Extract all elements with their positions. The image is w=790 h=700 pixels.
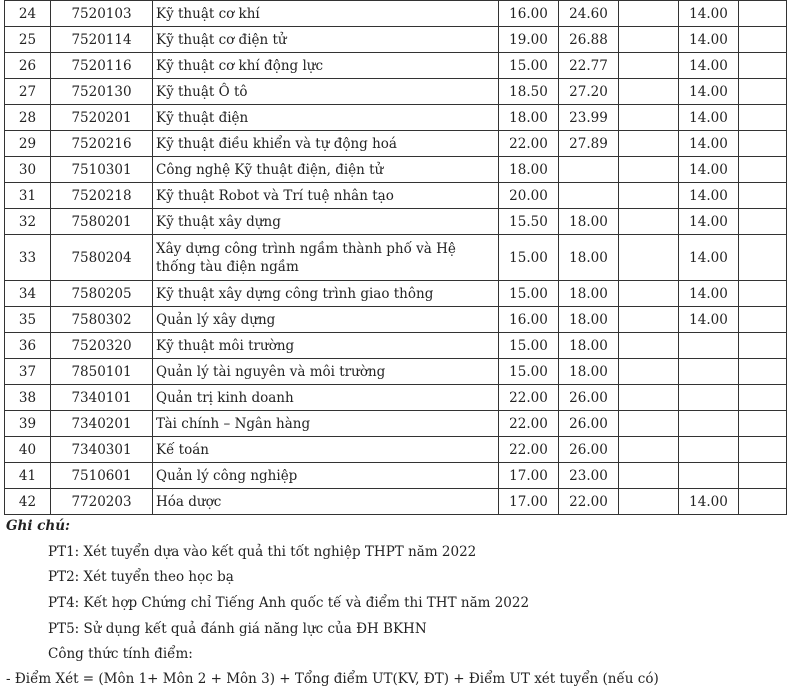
table-row — [5, 385, 787, 411]
pt4-score-cell — [619, 27, 679, 53]
major-name-cell: Tài chính – Ngân hàng — [153, 411, 499, 437]
row-number-cell: 26 — [5, 53, 51, 79]
pt1-score-cell: 17.00 — [499, 489, 559, 515]
admission-score-table — [4, 0, 787, 515]
row-number-cell: 28 — [5, 105, 51, 131]
empty-cell — [739, 235, 787, 281]
row-number-cell: 32 — [5, 209, 51, 235]
major-code-cell: 7580205 — [51, 281, 153, 307]
row-number-cell: 38 — [5, 385, 51, 411]
pt2-score-cell: 26.88 — [559, 27, 619, 53]
table-row — [5, 27, 787, 53]
major-code-cell: 7520130 — [51, 79, 153, 105]
row-number-cell: 29 — [5, 131, 51, 157]
empty-cell — [739, 79, 787, 105]
pt1-score-cell: 22.00 — [499, 411, 559, 437]
major-name-cell: Quản trị kinh doanh — [153, 385, 499, 411]
note-pt5: PT5: Sử dụng kết quả đánh giá năng lực của ĐH BKHN — [48, 621, 427, 637]
pt4-score-cell — [619, 385, 679, 411]
row-number-cell: 40 — [5, 437, 51, 463]
pt2-score-cell: 24.60 — [559, 1, 619, 27]
pt4-score-cell — [619, 209, 679, 235]
pt1-score-cell: 15.00 — [499, 281, 559, 307]
formula-text: - Điểm Xét = (Môn 1+ Môn 2 + Môn 3) + Tổng điểm UT(KV, ĐT) + Điểm UT xét tuyển (nếu có) — [6, 671, 659, 687]
notes-title: Ghi chú: — [6, 518, 71, 534]
row-number-cell: 25 — [5, 27, 51, 53]
pt5-score-cell — [679, 333, 739, 359]
table-row — [5, 281, 787, 307]
empty-cell — [739, 281, 787, 307]
empty-cell — [739, 437, 787, 463]
table-row — [5, 1, 787, 27]
major-name-cell: Quản lý công nghiệp — [153, 463, 499, 489]
pt1-score-cell: 18.00 — [499, 157, 559, 183]
pt5-score-cell — [679, 359, 739, 385]
row-number-cell: 31 — [5, 183, 51, 209]
empty-cell — [739, 105, 787, 131]
empty-cell — [739, 359, 787, 385]
table-row — [5, 157, 787, 183]
pt1-score-cell: 15.00 — [499, 359, 559, 385]
major-name-cell: Công nghệ Kỹ thuật điện, điện tử — [153, 157, 499, 183]
pt2-score-cell: 18.00 — [559, 281, 619, 307]
empty-cell — [739, 411, 787, 437]
pt2-score-cell: 18.00 — [559, 359, 619, 385]
major-name-cell: Quản lý xây dựng — [153, 307, 499, 333]
pt4-score-cell — [619, 79, 679, 105]
row-number-cell: 33 — [5, 235, 51, 281]
pt1-score-cell: 20.00 — [499, 183, 559, 209]
major-name-cell: Kỹ thuật cơ điện tử — [153, 27, 499, 53]
pt5-score-cell — [679, 463, 739, 489]
pt2-score-cell: 26.00 — [559, 411, 619, 437]
empty-cell — [739, 489, 787, 515]
empty-cell — [739, 183, 787, 209]
major-code-cell: 7520320 — [51, 333, 153, 359]
pt2-score-cell: 26.00 — [559, 385, 619, 411]
table-row — [5, 463, 787, 489]
pt2-score-cell: 18.00 — [559, 209, 619, 235]
major-code-cell: 7520201 — [51, 105, 153, 131]
table-row — [5, 131, 787, 157]
pt5-score-cell: 14.00 — [679, 27, 739, 53]
major-code-cell: 7340201 — [51, 411, 153, 437]
pt5-score-cell: 14.00 — [679, 157, 739, 183]
pt4-score-cell — [619, 1, 679, 27]
pt5-score-cell: 14.00 — [679, 307, 739, 333]
pt4-score-cell — [619, 105, 679, 131]
major-name-cell: Kỹ thuật điện — [153, 105, 499, 131]
pt2-score-cell: 23.99 — [559, 105, 619, 131]
pt2-score-cell: 27.20 — [559, 79, 619, 105]
table-row — [5, 183, 787, 209]
pt2-score-cell: 22.77 — [559, 53, 619, 79]
major-name-cell: Quản lý tài nguyên và môi trường — [153, 359, 499, 385]
row-number-cell: 41 — [5, 463, 51, 489]
pt2-score-cell: 26.00 — [559, 437, 619, 463]
major-code-cell: 7580204 — [51, 235, 153, 281]
pt5-score-cell: 14.00 — [679, 281, 739, 307]
empty-cell — [739, 53, 787, 79]
table-row — [5, 359, 787, 385]
pt1-score-cell: 22.00 — [499, 131, 559, 157]
pt5-score-cell: 14.00 — [679, 53, 739, 79]
row-number-cell: 37 — [5, 359, 51, 385]
empty-cell — [739, 333, 787, 359]
empty-cell — [739, 157, 787, 183]
major-name-cell: Xây dựng công trình ngầm thành phố và Hệ thống tàu điện ngầm — [153, 235, 499, 281]
major-code-cell: 7340101 — [51, 385, 153, 411]
row-number-cell: 30 — [5, 157, 51, 183]
pt1-score-cell: 16.00 — [499, 307, 559, 333]
pt4-score-cell — [619, 489, 679, 515]
pt1-score-cell: 15.00 — [499, 53, 559, 79]
pt5-score-cell: 14.00 — [679, 183, 739, 209]
pt1-score-cell: 15.00 — [499, 333, 559, 359]
major-code-cell: 7520114 — [51, 27, 153, 53]
pt4-score-cell — [619, 333, 679, 359]
table-row — [5, 105, 787, 131]
major-name-cell: Kỹ thuật xây dựng — [153, 209, 499, 235]
pt1-score-cell: 17.00 — [499, 463, 559, 489]
major-code-cell: 7510601 — [51, 463, 153, 489]
table-row — [5, 489, 787, 515]
major-name-cell: Hóa dược — [153, 489, 499, 515]
table-row — [5, 235, 787, 281]
empty-cell — [739, 463, 787, 489]
pt4-score-cell — [619, 463, 679, 489]
row-number-cell: 34 — [5, 281, 51, 307]
pt2-score-cell: 18.00 — [559, 333, 619, 359]
pt4-score-cell — [619, 359, 679, 385]
pt1-score-cell: 19.00 — [499, 27, 559, 53]
pt1-score-cell: 22.00 — [499, 437, 559, 463]
major-name-cell: Kỹ thuật điều khiển và tự động hoá — [153, 131, 499, 157]
major-code-cell: 7520218 — [51, 183, 153, 209]
pt5-score-cell — [679, 437, 739, 463]
table-row — [5, 333, 787, 359]
pt5-score-cell: 14.00 — [679, 235, 739, 281]
pt5-score-cell: 14.00 — [679, 131, 739, 157]
major-code-cell: 7520116 — [51, 53, 153, 79]
pt5-score-cell: 14.00 — [679, 209, 739, 235]
pt4-score-cell — [619, 411, 679, 437]
formula-heading: Công thức tính điểm: — [48, 646, 193, 662]
pt4-score-cell — [619, 131, 679, 157]
row-number-cell: 42 — [5, 489, 51, 515]
note-pt4: PT4: Kết hợp Chứng chỉ Tiếng Anh quốc tế và điểm thi THT năm 2022 — [48, 595, 530, 611]
major-name-cell: Kỹ thuật cơ khí động lực — [153, 53, 499, 79]
table-body — [5, 1, 787, 515]
pt1-score-cell: 15.00 — [499, 235, 559, 281]
pt4-score-cell — [619, 183, 679, 209]
pt1-score-cell: 16.00 — [499, 1, 559, 27]
pt2-score-cell: 18.00 — [559, 235, 619, 281]
pt2-score-cell — [559, 157, 619, 183]
pt4-score-cell — [619, 157, 679, 183]
pt2-score-cell — [559, 183, 619, 209]
major-code-cell: 7580302 — [51, 307, 153, 333]
empty-cell — [739, 209, 787, 235]
empty-cell — [739, 385, 787, 411]
pt2-score-cell: 27.89 — [559, 131, 619, 157]
empty-cell — [739, 27, 787, 53]
table-row — [5, 79, 787, 105]
empty-cell — [739, 131, 787, 157]
row-number-cell: 35 — [5, 307, 51, 333]
major-code-cell: 7720203 — [51, 489, 153, 515]
empty-cell — [739, 1, 787, 27]
pt5-score-cell: 14.00 — [679, 105, 739, 131]
pt1-score-cell: 18.00 — [499, 105, 559, 131]
major-code-cell: 7520216 — [51, 131, 153, 157]
major-code-cell: 7850101 — [51, 359, 153, 385]
table-row — [5, 53, 787, 79]
major-code-cell: 7520103 — [51, 1, 153, 27]
pt1-score-cell: 15.50 — [499, 209, 559, 235]
table-row — [5, 411, 787, 437]
pt4-score-cell — [619, 235, 679, 281]
major-name-cell: Kỹ thuật xây dựng công trình giao thông — [153, 281, 499, 307]
pt5-score-cell: 14.00 — [679, 489, 739, 515]
pt4-score-cell — [619, 53, 679, 79]
pt4-score-cell — [619, 281, 679, 307]
pt5-score-cell — [679, 385, 739, 411]
major-code-cell: 7510301 — [51, 157, 153, 183]
row-number-cell: 27 — [5, 79, 51, 105]
pt5-score-cell — [679, 411, 739, 437]
table-row — [5, 437, 787, 463]
pt2-score-cell: 22.00 — [559, 489, 619, 515]
pt4-score-cell — [619, 307, 679, 333]
table-row — [5, 209, 787, 235]
pt4-score-cell — [619, 437, 679, 463]
pt1-score-cell: 18.50 — [499, 79, 559, 105]
pt5-score-cell: 14.00 — [679, 1, 739, 27]
row-number-cell: 36 — [5, 333, 51, 359]
pt2-score-cell: 18.00 — [559, 307, 619, 333]
major-name-cell: Kỹ thuật Robot và Trí tuệ nhân tạo — [153, 183, 499, 209]
major-name-cell: Kỹ thuật môi trường — [153, 333, 499, 359]
pt2-score-cell: 23.00 — [559, 463, 619, 489]
table-row — [5, 307, 787, 333]
row-number-cell: 24 — [5, 1, 51, 27]
empty-cell — [739, 307, 787, 333]
major-name-cell: Kỹ thuật Ô tô — [153, 79, 499, 105]
pt5-score-cell: 14.00 — [679, 79, 739, 105]
pt1-score-cell: 22.00 — [499, 385, 559, 411]
major-name-cell: Kỹ thuật cơ khí — [153, 1, 499, 27]
note-pt1: PT1: Xét tuyển dựa vào kết quả thi tốt nghiệp THPT năm 2022 — [48, 544, 477, 560]
major-name-cell: Kế toán — [153, 437, 499, 463]
major-code-cell: 7580201 — [51, 209, 153, 235]
note-pt2: PT2: Xét tuyển theo học bạ — [48, 569, 234, 585]
row-number-cell: 39 — [5, 411, 51, 437]
major-code-cell: 7340301 — [51, 437, 153, 463]
